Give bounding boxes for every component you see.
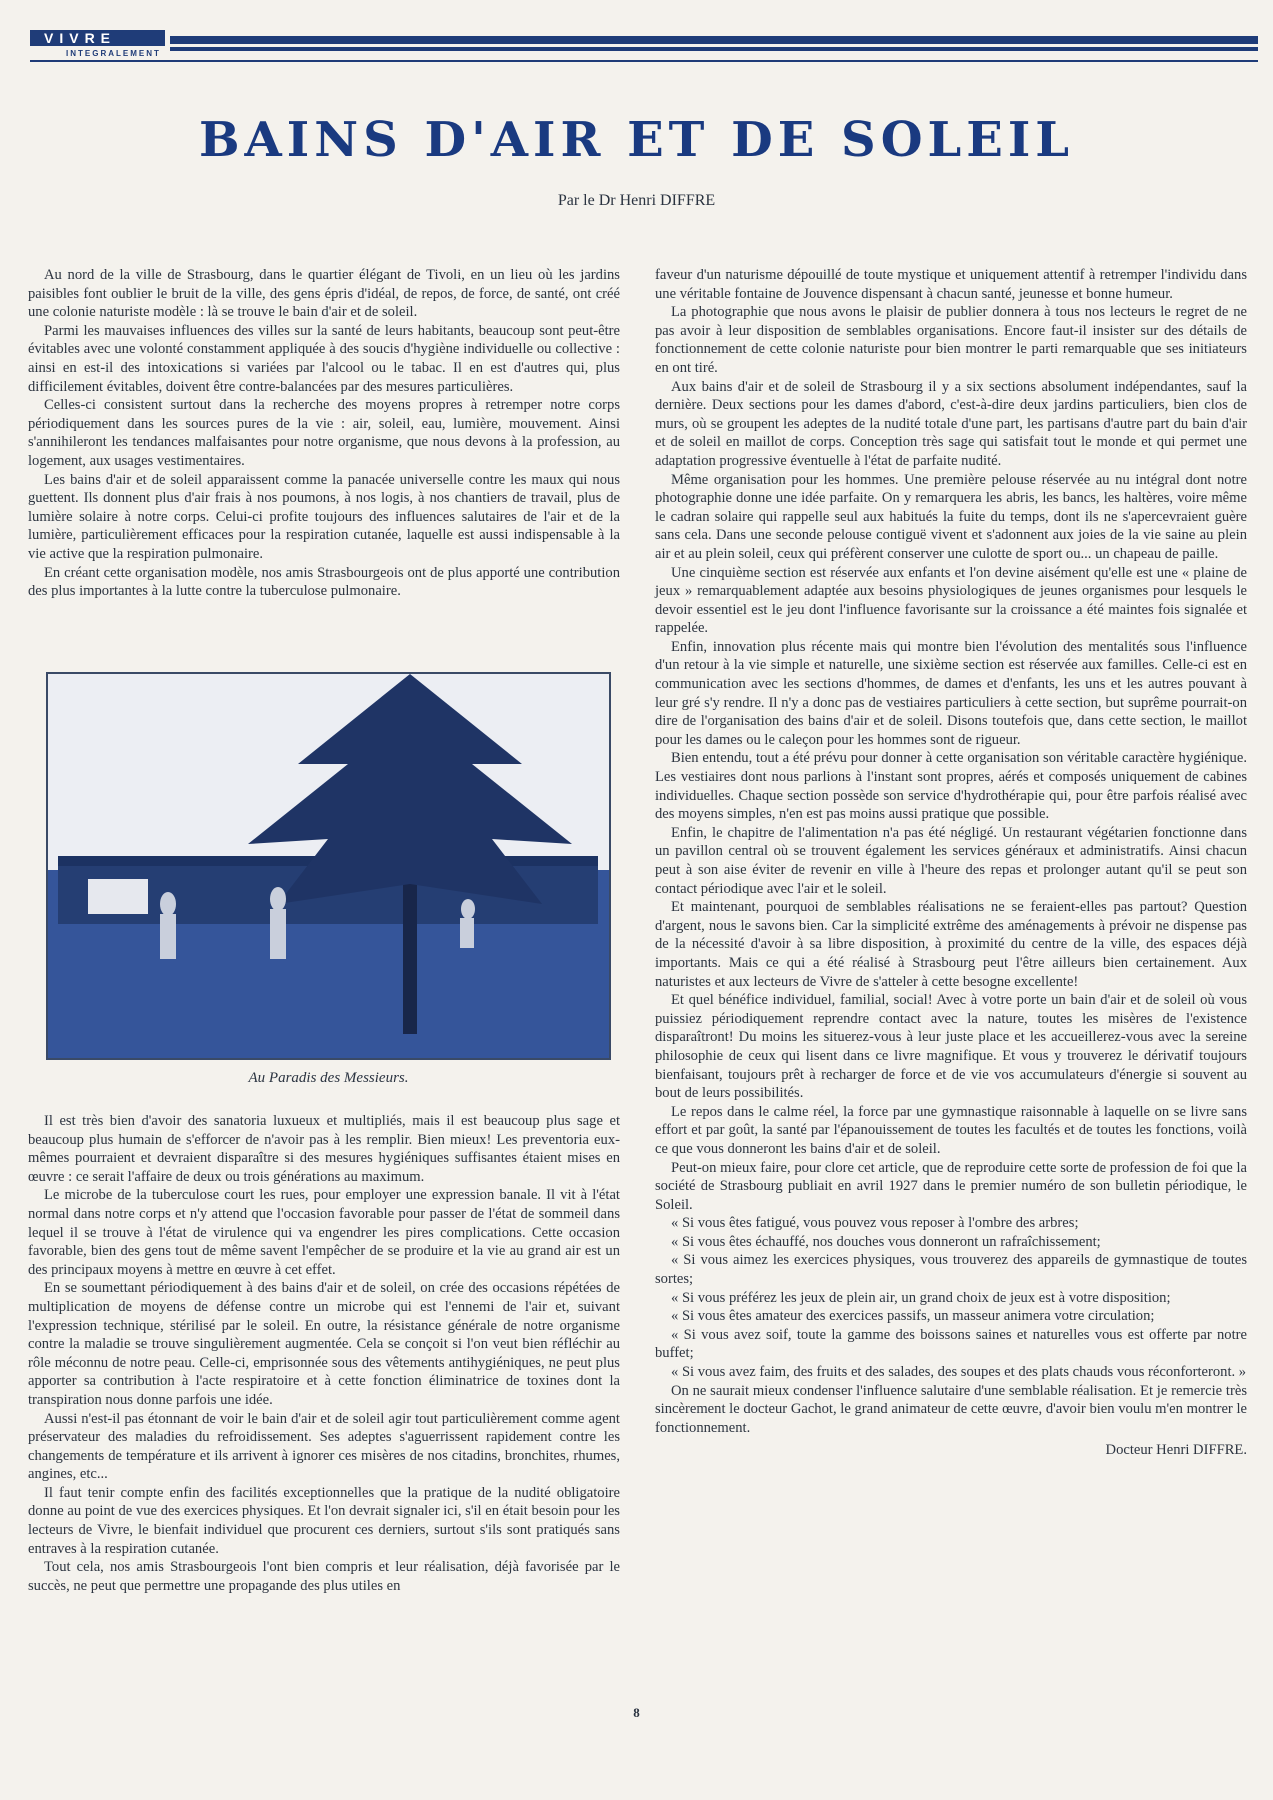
page-number: 8 — [633, 1705, 640, 1720]
paragraph: Au nord de la ville de Strasbourg, dans le quartier élégant de Tivoli, en un lieu où les jardins paisibles font oublier le bruit de la ville, des gens épris d'idéal, de repos, de force, de santé, ont créé une colonie naturiste modèle : là se trouve le bain d'air et de soleil. — [28, 267, 620, 321]
left-column-top — [28, 266, 620, 601]
article-title: BAINS D'AIR ET DE SOLEIL — [198, 112, 1075, 168]
paragraph: Il est très bien d'avoir des sanatoria luxueux et multipliés, mais il est beaucoup plus sage et beaucoup plus humain de s'efforcer de n'avoir pas à les remplir. Bien mieux! Les preventoria eux-mêmes pourraient et devraient disparaître si des mesures hygiéniques suffisantes étaient mises en œuvre : ce serait l'affaire de deux ou trois générations au maximum. — [28, 1113, 620, 1185]
figure — [160, 892, 176, 916]
paragraph: Il faut tenir compte enfin des facilités exceptionnelles que la pratique de la nudité obligatoire donne au point de vue des exercices physiques. Et l'on devrait signaler ici, s'il en était besoin pour les lecteurs de Vivre, le bienfait individuel que procurent ces derniers, surtout s'ils sont pratiqués sans entraves à la respiration cutanée. — [28, 1484, 620, 1557]
paragraph: Aussi n'est-il pas étonnant de voir le bain d'air et de soleil agir tout particulièrement comme agent préservateur des maladies du refroidissement. Ses adeptes s'aguerrissent rapidement contre les changements de température et ils arrivent à ignorer ces misères de nos citadins, bronchites, rhumes, angines, etc... — [28, 1410, 620, 1483]
right-column — [655, 266, 1247, 1460]
masthead — [30, 30, 1258, 64]
paragraph: La photographie que nous avons le plaisir de publier donnera à tous nos lecteurs le regret de ne pas avoir à leur disposition de semblables organisations. Encore faut-il insister sur des détails de fonctionnement de cette colonie naturiste pour bien montrer le parti remarquable que ses initiateurs en ont tiré. — [655, 304, 1247, 376]
paragraph: Les bains d'air et de soleil apparaissent comme la panacée universelle contre les maux qui nous guettent. Ils donnent plus d'air frais à nos poumons, à nos logis, à nos chantiers de travail, plus de lumière solaire à notre corps. Celui-ci profite toujours des influences salutaires de l'air et de la lumière, particulièrement efficaces pour la respiration cutanée, laquelle est aussi indispensable à la vie active que la respiration pulmonaire. — [28, 471, 620, 562]
byline: Par le Dr Henri DIFFRE — [557, 192, 716, 209]
paragraph: Le repos dans le calme réel, la force par une gymnastique raisonnable à laquelle on se livre sans effort et par goût, la santé par l'épanouissement de toutes les facultés et de toutes les fonctions, voilà ce que vous donneront les bains d'air et de soleil. — [655, 1103, 1247, 1157]
paragraph: Une cinquième section est réservée aux enfants et l'on devine aisément qu'elle est une « plaine de jeux » remarquablement adaptée aux besoins physiologiques de jeunes organismes pour lesquels le devoir essentiel est le jeu dont l'influence favorisante sur la croissance a été maintes fois signalée et rappelée. — [655, 564, 1247, 637]
figure — [160, 914, 176, 959]
curtain — [88, 879, 148, 914]
figure — [460, 918, 474, 948]
paragraph: En créant cette organisation modèle, nos amis Strasbourgeois ont de plus apporté une contribution des plus importantes à la lutte contre la tuberculose pulmonaire. — [28, 564, 620, 600]
paragraph: Parmi les mauvaises influences des villes sur la santé de leurs habitants, beaucoup sont peut-être évitables avec une volonté constamment appliquée à des soucis d'hygiène individuelle ou collective : ainsi en est-il des intoxications si variées par l'alcool ou le tabac. Il en est d'autres qui, plus difficilement évitables, doivent être contre-balancées par des mesures particulières. — [28, 322, 620, 395]
quote-line: « Si vous avez soif, toute la gamme des boissons saines et naturelles vous est offerte par notre buffet; — [655, 1326, 1247, 1362]
quote-line: « Si vous aimez les exercices physiques, vous trouverez des appareils de gymnastique de toutes sortes; — [655, 1252, 1247, 1288]
left-column-bottom — [28, 1112, 620, 1595]
masthead-bar-thin — [170, 47, 1258, 51]
paragraph: Tout cela, nos amis Strasbourgeois l'ont bien compris et leur réalisation, déjà favorisée par le succès, ne peut que permettre une propagande des plus utiles en — [28, 1559, 620, 1594]
paragraph: En se soumettant périodiquement à des bains d'air et de soleil, on crée des occasions répétées de multiplication de moyens de défense contre un microbe qui est l'ennemi de l'air et, suivant l'expression technique, stérilisé par le soleil. En outre, la résistance générale de notre organisme contre la maladie se trouve singulièrement augmentée. Cela se conçoit si l'on veut bien réfléchir au rôle méconnu de notre peau. Celle-ci, emprisonnée sous des vêtements antihygiéniques, ne peut plus apporter sa contribution à l'acte respiratoire et à cette fonction éliminatrice de toxines dont la transpiration nous donne parfois une idée. — [28, 1280, 620, 1408]
paragraph: faveur d'un naturisme dépouillé de toute mystique et uniquement attentif à retremper l'individu dans une véritable fontaine de Jouvence dispensant à chacun santé, jeunesse et bonne humeur. — [655, 267, 1247, 302]
photograph — [46, 672, 611, 1060]
masthead-rule — [30, 60, 1258, 62]
paragraph: Et maintenant, pourquoi de semblables réalisations ne se feraient-elles pas partout? Question d'argent, nous le savons bien. Car la simplicité extrême des aménagements à prévoir ne dispense pas de la nécessité d'avoir à sa libre disposition, à proximité du centre de la ville, des espaces déjà importants. Mais ce qui a été réalisé à Strasbourg peut l'être ailleurs bien certainement. Aux naturistes et aux lecteurs de Vivre de s'atteler à cette besogne excellente! — [655, 899, 1247, 990]
paragraph: Celles-ci consistent surtout dans la recherche des moyens propres à retremper notre corps périodiquement dans les sources pures de la vie : air, soleil, eau, lumière, mouvement. Ainsi s'annihileront les tendances malfaisantes pour notre organisme, que nous devons à la profession, au logement, aux usages vestimentaires. — [28, 397, 620, 469]
figure — [461, 899, 475, 919]
quote-line: « Si vous êtes échauffé, nos douches vous donneront un rafraîchissement; — [671, 1233, 1101, 1250]
masthead-subtitle: INTEGRALEMENT — [66, 49, 161, 58]
quote-line: « Si vous êtes fatigué, vous pouvez vous reposer à l'ombre des arbres; — [671, 1215, 1079, 1232]
figure — [270, 887, 286, 911]
paragraph: Peut-on mieux faire, pour clore cet article, que de reproduire cette sorte de profession de foi que la société de Strasbourg publiait en avril 1927 dans le premier numéro de son bulletin périodique, le Soleil. — [655, 1159, 1247, 1213]
paragraph: Enfin, innovation plus récente mais qui montre bien l'évolution des mentalités sous l'influence d'un retour à la vie simple et naturelle, une sixième section est réservée aux familles. Celle-ci est en communication avec les sections d'hommes, de dames et d'enfants, les uns et les autres pouvant à leur gré s'y rendre. Il n'y a donc pas de vestiaires particuliers à cette section, but suprême pourrait-on dire de l'organisation des bains d'air et de soleil. Disons toutefois que, dans cette section, le maillot pour les dames ou le caleçon pour les hommes sont de rigueur. — [655, 638, 1247, 748]
paragraph: Le microbe de la tuberculose court les rues, pour employer une expression banale. Il vit à l'état normal dans notre corps et n'y attend que l'occasion favorable pour passer de l'état de sommeil dans lequel il se trouve à l'état de virulence qui va engendrer les pires complications. Cette occasion favorable, bien des gens tout de même savent l'empêcher de se produire et la vie au grand air est un des principaux moyens à mettre en œuvre à cet effet. — [28, 1187, 620, 1278]
paragraph: Bien entendu, tout a été prévu pour donner à cette organisation son véritable caractère hygiénique. Les vestiaires dont nous parlions à l'instant sont propres, aérés et composés uniquement de cabines individuelles. Chaque section possède son service d'hydrothérapie qui, pour être parfois réalisé avec des moyens simples, n'en est pas moins aussi pratique que possible. — [655, 750, 1247, 823]
paragraph: Aux bains d'air et de soleil de Strasbourg il y a six sections absolument indépendantes, sauf la dernière. Deux sections pour les dames d'abord, c'est-à-dire deux jardins particuliers, bien clos de murs, où se groupent les adeptes de la nudité totale d'une part, les partisans d'autre part du bain d'air et de soleil en maillot de corps. Conception très sage qui satisfait tout le monde et qui permet une adaptation progressive éventuelle à l'état de parfaite nudité. — [655, 378, 1247, 469]
paragraph: Même organisation pour les hommes. Une première pelouse réservée au nu intégral dont notre photographie donne une idée parfaite. On y remarquera les abris, les bancs, les haltères, voire même le cadran solaire qui rappelle seul aux habitués la fuite du temps, dont ils ne s'apercevraient guère sans cela. Dans une seconde pelouse contiguë vivent et s'adonnent aux joies de la vie saine au plein air et au plein soleil, ceux qui préfèrent conserver une culotte de sport ou... un chapeau de paille. — [655, 471, 1247, 562]
signature: Docteur Henri DIFFRE. — [1105, 1442, 1247, 1459]
photo-scene — [48, 674, 609, 1058]
masthead-word: VIVRE — [30, 30, 165, 46]
figure — [270, 909, 286, 959]
paragraph: Enfin, le chapitre de l'alimentation n'a pas été négligé. Un restaurant végétarien fonctionne dans un pavillon central où se trouvent également les services généraux et administratifs. Ainsi chacun peut à son aise éviter de revenir en ville à l'heure des repas et prolonger autant qu'il se peut son contact périodique avec l'air et le soleil. — [655, 824, 1247, 897]
photo-caption: Au Paradis des Messieurs. — [248, 1070, 409, 1086]
paragraph: On ne saurait mieux condenser l'influence salutaire d'une semblable réalisation. Et je remercie très sincèrement le docteur Gachot, le grand animateur de cette œuvre, d'avoir bien voulu m'en montrer le fonctionnement. — [655, 1382, 1247, 1436]
quote-line: « Si vous préférez les jeux de plein air, un grand choix de jeux est à votre disposition; — [671, 1289, 1171, 1306]
quote-line: « Si vous avez faim, des fruits et des salades, des soupes et des plats chauds vous réconforteront. » — [671, 1364, 1247, 1381]
paragraph: Et quel bénéfice individuel, familial, social! Avec à votre porte un bain d'air et de soleil où vous puissiez périodiquement reprendre contact avec la nature, toutes les misères de l'existence disparaîtront! Du moins les situerez-vous à leur juste place et les accueillerez-vous avec la sereine philosophie de ceux qui lisent dans ce livre magnifique. Et vous y trouverez le dérivatif toujours bienfaisant, toujours prêt à recharger de force et de vie vos accumulateurs d'énergie si souvent au bout de leurs possibilités. — [655, 992, 1247, 1102]
masthead-bar — [170, 36, 1258, 44]
quote-line: « Si vous êtes amateur des exercices passifs, un masseur animera votre circulation; — [671, 1308, 1155, 1325]
